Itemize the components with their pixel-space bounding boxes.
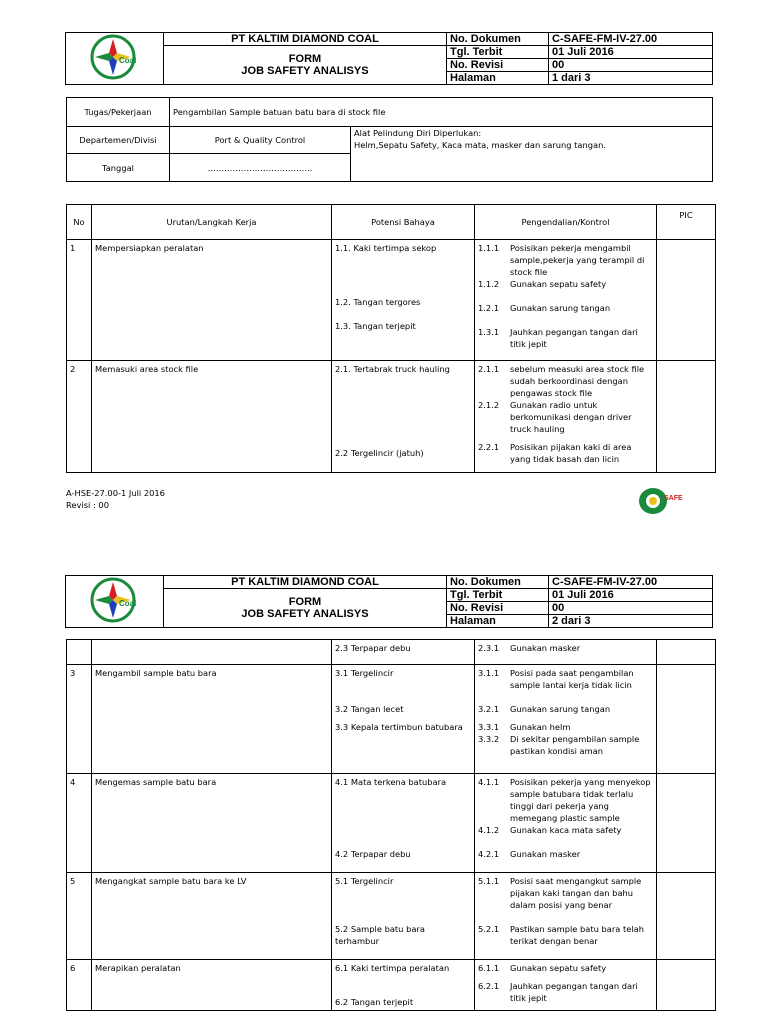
company-name: PT KALTIM DIAMOND COAL <box>164 33 447 46</box>
revision-label: No. Revisi <box>447 59 549 72</box>
safe-badge-icon <box>636 485 688 517</box>
issue-date-value: 01 Juli 2016 <box>549 589 713 602</box>
hazard-item: 6.1 Kaki tertimpa peralatan <box>335 963 450 973</box>
jsa-table-page1 <box>66 204 716 473</box>
pic-cell <box>657 960 716 1011</box>
doc-number-label: No. Dokumen <box>447 33 549 46</box>
document-footer <box>66 487 165 511</box>
page2-header <box>65 575 713 628</box>
hazard-cell <box>332 774 475 873</box>
date-value: ……………………………….. <box>170 154 351 182</box>
page-label: Halaman <box>447 72 549 85</box>
company-name: PT KALTIM DIAMOND COAL <box>164 576 447 589</box>
doc-number-value: C-SAFE-FM-IV-27.00 <box>549 576 713 589</box>
hazard-item: 5.2 Sample batu bara terhambur <box>335 924 425 946</box>
pic-cell <box>657 665 716 774</box>
control-item: 5.2.1 Pastikan sample batu bara telah terikat dengan benar <box>478 924 645 946</box>
page1-header <box>65 32 713 85</box>
hazard-item: 2.1. Tertabrak truck hauling <box>335 364 450 374</box>
svg-text:Coal: Coal <box>118 599 136 608</box>
table-row <box>67 240 716 361</box>
ppe-value: Helm,Sepatu Safety, Kaca mata, masker dan sarung tangan. <box>354 140 606 150</box>
row-number: 4 <box>67 774 92 873</box>
hazard-cell <box>332 640 475 665</box>
hazard-item: 1.3. Tangan terjepit <box>335 321 416 331</box>
control-cell <box>475 240 657 361</box>
control-cell <box>475 361 657 473</box>
form-title <box>164 46 447 85</box>
step-text: Mengambil sample batu bara <box>92 665 332 774</box>
form-title <box>164 589 447 628</box>
task-label: Tugas/Pekerjaan <box>67 98 170 127</box>
pic-cell <box>657 873 716 960</box>
hazard-item: 3.2 Tangan lecet <box>335 704 404 714</box>
hazard-item: 4.1 Mata terkena batubara <box>335 777 447 787</box>
column-header-no: No <box>67 205 92 240</box>
form-title-line1: FORM <box>288 53 322 65</box>
issue-date-label: Tgl. Terbit <box>447 46 549 59</box>
safe-badge <box>636 485 688 522</box>
revision-label: No. Revisi <box>447 602 549 615</box>
row-number: 5 <box>67 873 92 960</box>
pic-cell <box>657 361 716 473</box>
form-title-line2: JOB SAFETY ANALISYS <box>241 65 369 77</box>
revision-value: 00 <box>549 59 713 72</box>
control-cell <box>475 873 657 960</box>
step-text: Memasuki area stock file <box>92 361 332 473</box>
control-item: 6.2.1 Jauhkan pegangan tangan dari titik jepit <box>478 981 638 1003</box>
control-item: 2.3.1 Gunakan masker <box>478 643 581 653</box>
footer-revision: Revisi : 00 <box>66 500 109 510</box>
hazard-item: 5.1 Tergelincir <box>335 876 394 886</box>
step-text: Mengemas sample batu bara <box>92 774 332 873</box>
control-item: 4.1.2 Gunakan kaca mata safety <box>478 825 622 835</box>
jsa-table-page2 <box>66 639 716 1011</box>
control-cell <box>475 665 657 774</box>
hazard-cell <box>332 665 475 774</box>
table-row <box>67 361 716 473</box>
row-number <box>67 640 92 665</box>
column-header-steps: Urutan/Langkah Kerja <box>92 205 332 240</box>
control-item: 6.1.1 Gunakan sepatu safety <box>478 963 607 973</box>
svg-text:Coal: Coal <box>118 56 136 65</box>
hazard-cell <box>332 960 475 1011</box>
department-value: Port & Quality Control <box>170 127 351 154</box>
form-title-line1: FORM <box>288 596 322 608</box>
control-cell <box>475 640 657 665</box>
hazard-item: 1.1. Kaki tertimpa sekop <box>335 243 437 253</box>
control-item: 2.1.2 Gunakan radio untuk berkomunikasi dengan driver truck hauling <box>478 400 632 434</box>
pic-cell <box>657 240 716 361</box>
company-logo <box>66 33 164 85</box>
control-cell <box>475 774 657 873</box>
coal-logo-icon <box>89 576 141 624</box>
hazard-cell <box>332 361 475 473</box>
pic-cell <box>657 774 716 873</box>
hazard-cell <box>332 873 475 960</box>
control-item: 1.1.1 Posisikan pekerja mengambil sample,pekerja yang terampil di stock file <box>478 243 645 277</box>
step-text: Mempersiapkan peralatan <box>92 240 332 361</box>
step-text: Mengangkat sample batu bara ke LV <box>92 873 332 960</box>
hazard-cell <box>332 240 475 361</box>
table-row <box>67 873 716 960</box>
issue-date-label: Tgl. Terbit <box>447 589 549 602</box>
column-header-controls: Pengendalian/Kontrol <box>475 205 657 240</box>
department-label: Departemen/Divisi <box>67 127 170 154</box>
control-item: 3.3.1 Gunakan helm <box>478 722 571 732</box>
job-info-table <box>66 97 713 182</box>
page-value: 2 dari 3 <box>549 615 713 628</box>
table-row <box>67 665 716 774</box>
ppe-cell <box>351 127 713 182</box>
row-number: 2 <box>67 361 92 473</box>
table-row <box>67 774 716 873</box>
hazard-item: 3.1 Tergelincir <box>335 668 394 678</box>
control-item: 3.1.1 Posisi pada saat pengambilan sample lantai kerja tidak licin <box>478 668 634 690</box>
task-value: Pengambilan Sample batuan batu bara di stock file <box>170 98 713 127</box>
hazard-item: 2.2 Tergelincir (jatuh) <box>335 448 424 458</box>
doc-number-value: C-SAFE-FM-IV-27.00 <box>549 33 713 46</box>
hazard-item: 1.2. Tangan tergores <box>335 297 421 307</box>
issue-date-value: 01 Juli 2016 <box>549 46 713 59</box>
control-cell <box>475 960 657 1011</box>
company-logo <box>66 576 164 628</box>
doc-number-label: No. Dokumen <box>447 576 549 589</box>
form-title-line2: JOB SAFETY ANALISYS <box>241 608 369 620</box>
page-value: 1 dari 3 <box>549 72 713 85</box>
date-label: Tanggal <box>67 154 170 182</box>
svg-text:SAFE: SAFE <box>664 495 683 502</box>
control-item: 4.1.1 Posisikan pekerja yang menyekop sample batubara tidak terlalu tinggi dari pekerja yang memegang plastic sample <box>478 777 651 823</box>
control-item: 5.1.1 Posisi saat mengangkut sample pijakan kaki tangan dan bahu dalam posisi yang benar <box>478 876 642 910</box>
pic-cell <box>657 640 716 665</box>
table-row <box>67 640 716 665</box>
column-header-pic: PIC <box>657 205 716 240</box>
hazard-item: 6.2 Tangan terjepit <box>335 997 414 1007</box>
control-item: 3.3.2 Di sekitar pengambilan sample pastikan kondisi aman <box>478 734 640 756</box>
control-item: 3.2.1 Gunakan sarung tangan <box>478 704 611 714</box>
hazard-item: 2.3 Terpapar debu <box>335 643 411 653</box>
hazard-item: 4.2 Terpapar debu <box>335 849 411 859</box>
column-header-hazards: Potensi Bahaya <box>332 205 475 240</box>
page-label: Halaman <box>447 615 549 628</box>
step-text <box>92 640 332 665</box>
control-item: 1.3.1 Jauhkan pegangan tangan dari titik jepit <box>478 327 638 349</box>
hazard-item: 3.3 Kepala tertimbun batubara <box>335 722 463 732</box>
control-item: 1.2.1 Gunakan sarung tangan <box>478 303 611 313</box>
ppe-label: Alat Pelindung Diri Diperlukan: <box>354 128 482 138</box>
row-number: 6 <box>67 960 92 1011</box>
control-item: 4.2.1 Gunakan masker <box>478 849 581 859</box>
row-number: 3 <box>67 665 92 774</box>
control-item: 2.1.1 sebelum measuki area stock file sudah berkoordinasi dengan pengawas stock file <box>478 364 645 398</box>
control-item: 2.2.1 Posisikan pijakan kaki di area yang tidak basah dan licin <box>478 442 632 464</box>
coal-logo-icon <box>89 33 141 81</box>
row-number: 1 <box>67 240 92 361</box>
control-item: 1.1.2 Gunakan sepatu safety <box>478 279 607 289</box>
step-text: Merapikan peralatan <box>92 960 332 1011</box>
revision-value: 00 <box>549 602 713 615</box>
footer-code: A-HSE-27.00-1 Juli 2016 <box>66 488 165 498</box>
table-row <box>67 960 716 1011</box>
